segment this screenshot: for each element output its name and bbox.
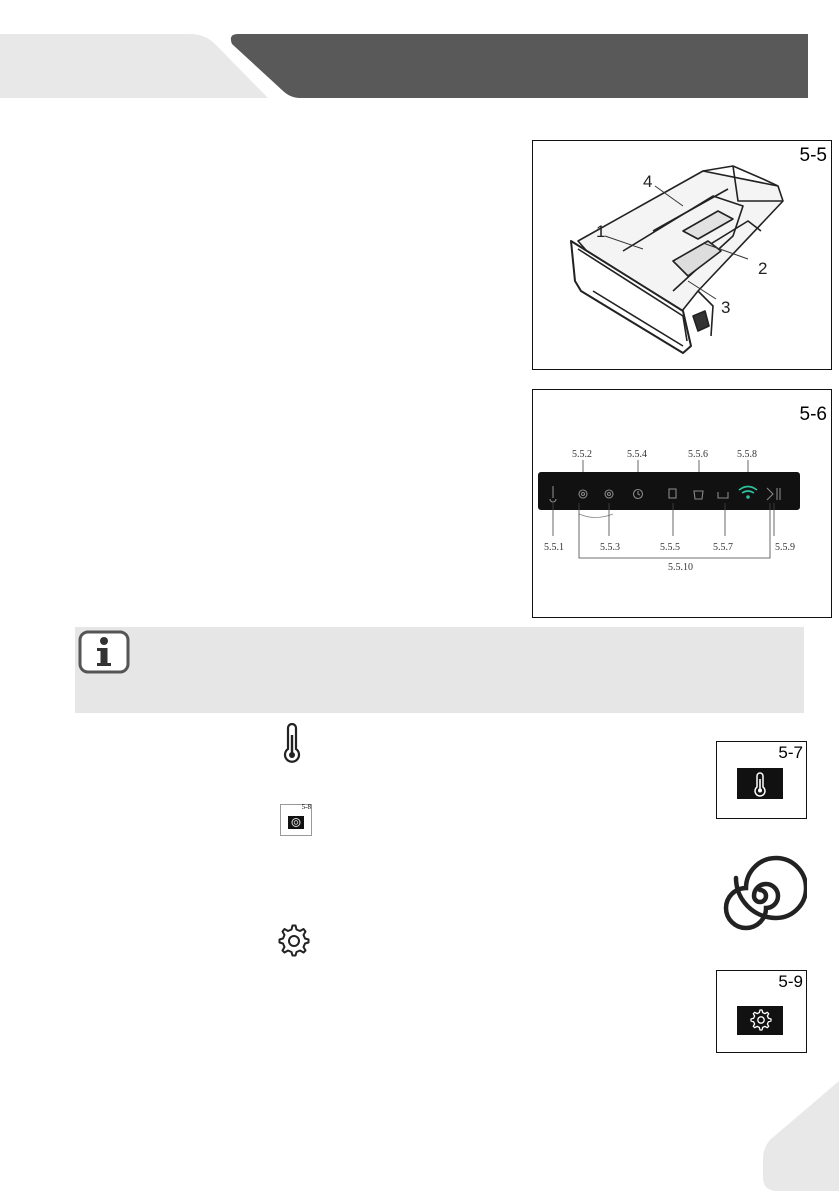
gear-icon	[277, 924, 311, 958]
mini-spin-panel	[288, 816, 304, 829]
callout-1: 1	[596, 222, 606, 241]
callout-5-5-9: 5.5.9	[775, 542, 795, 553]
header-bar-dark	[231, 34, 808, 98]
figure-label: 5-6	[799, 404, 827, 425]
figure-5-8-spiral	[713, 849, 807, 943]
info-box	[75, 627, 804, 713]
figure-label: 5-7	[778, 743, 803, 762]
inline-fig-5-8	[280, 804, 312, 836]
callout-5-5-8: 5.5.8	[737, 449, 757, 460]
callout-2: 2	[758, 259, 768, 278]
thermometer-icon	[280, 723, 304, 765]
callout-5-5-10: 5.5.10	[668, 562, 693, 573]
callout-5-5-6: 5.5.6	[688, 449, 708, 460]
thermometer-panel	[737, 768, 783, 799]
header-tab-light	[0, 34, 268, 98]
callout-3: 3	[721, 298, 731, 317]
page-header	[0, 30, 839, 102]
callout-4: 4	[643, 172, 653, 191]
callout-5-5-7: 5.5.7	[713, 542, 733, 553]
thermometer-icon	[737, 768, 783, 799]
figure-5-7	[716, 741, 807, 819]
figure-label: 5-5	[799, 145, 827, 166]
figure-5-5	[532, 140, 832, 370]
info-icon	[78, 630, 130, 674]
figure-5-6	[532, 389, 832, 618]
gear-icon	[737, 1006, 783, 1035]
mini-figure-label: 5-8	[301, 803, 311, 811]
spin-spiral-icon	[288, 816, 304, 829]
callout-5-5-5: 5.5.5	[660, 542, 680, 553]
control-panel-illustration	[533, 390, 830, 616]
callout-5-5-4: 5.5.4	[627, 449, 647, 460]
figure-5-9	[716, 970, 807, 1053]
gear-panel	[737, 1006, 783, 1035]
callout-5-5-3: 5.5.3	[600, 542, 620, 553]
callout-5-5-2: 5.5.2	[572, 449, 592, 460]
figure-label: 5-9	[778, 972, 803, 991]
detergent-drawer-illustration	[533, 141, 830, 368]
page-corner-tab	[759, 1081, 839, 1191]
callout-5-5-1: 5.5.1	[544, 542, 564, 553]
